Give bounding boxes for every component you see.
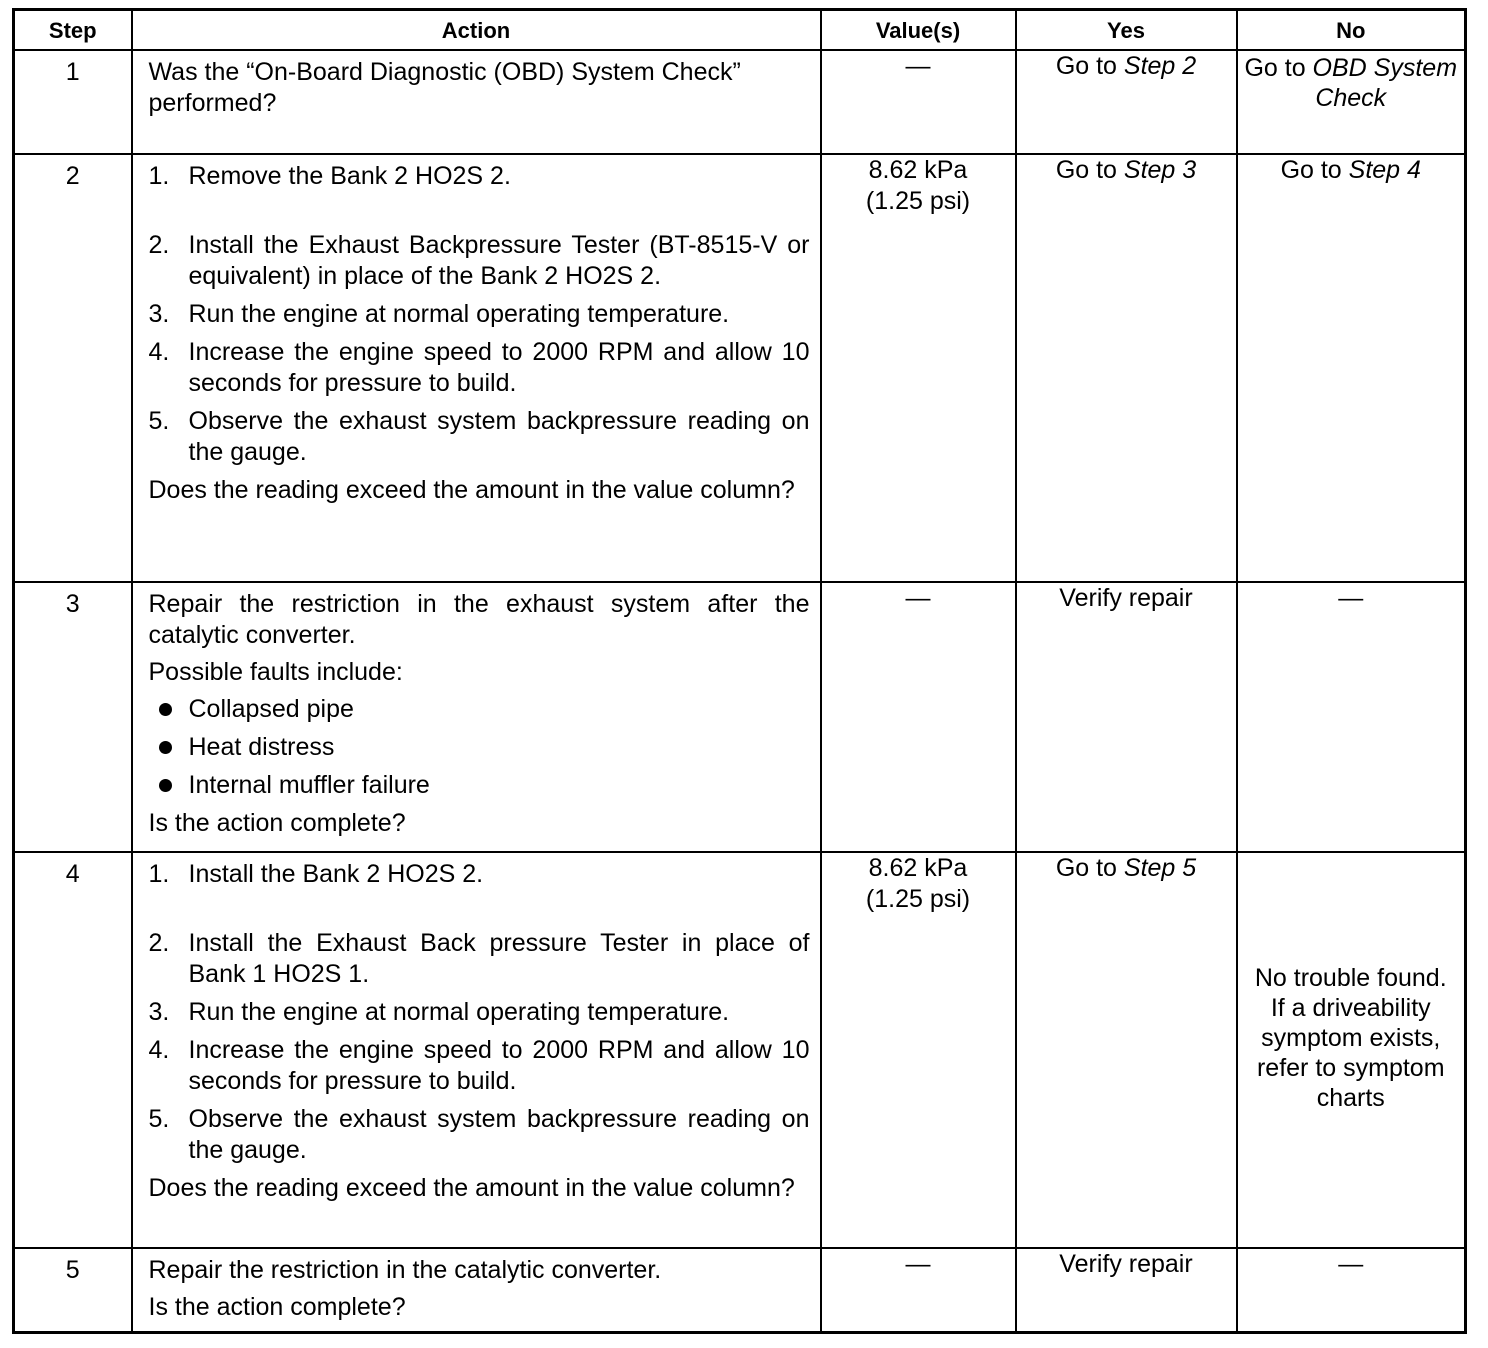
question-text: Is the action complete? [148,1293,406,1321]
question-text: Is the action complete? [148,809,406,837]
value-psi: (1.25 psi) [865,187,971,215]
value-cell: — [821,582,1016,852]
header-no: No [1237,10,1466,51]
action-cell [132,852,821,1248]
yes-prefix: Go to [1055,854,1124,882]
table-row [14,582,1466,852]
question-text: Does the reading exceed the amount in the value column? [148,1174,795,1202]
yes-cell [1016,154,1237,582]
action-cell [132,1248,821,1332]
yes-prefix: Go to [1055,52,1124,80]
value-cell: — [821,1248,1016,1332]
action-cell [132,154,821,582]
no-cell: — [1237,1248,1466,1332]
value-kpa: 8.62 kPa [868,854,968,882]
step-number: 5 [14,1248,132,1332]
list-item: Internal muffler failure [149,770,810,801]
action-text: Repair the restriction in the catalytic converter. [148,1256,662,1284]
value-kpa: 8.62 kPa [868,156,968,184]
bullet-icon [159,703,172,716]
bullet-icon [159,779,172,792]
no-cell [1237,50,1466,154]
question-text: Does the reading exceed the amount in the value column? [148,476,795,504]
list-item: 4. Increase the engine speed to 2000 RPM and allow 10 seconds for pressure to build. [148,338,810,397]
step-number: 2 [14,154,132,582]
no-cell [1237,852,1466,1248]
yes-link[interactable]: Step 2 [1123,52,1197,80]
no-link[interactable]: Step 4 [1348,156,1421,184]
header-action: Action [132,10,821,51]
value-cell: — [821,50,1016,154]
list-item: 5. Observe the exhaust system backpressure reading on the gauge. [148,407,810,466]
yes-cell: Verify repair [1016,1248,1237,1332]
no-cell: — [1237,582,1466,852]
header-yes: Yes [1016,10,1237,51]
table-row [14,852,1466,1248]
list-item: 1. Install the Bank 2 HO2S 2. [148,860,484,888]
no-prefix: Go to [1244,54,1313,82]
table-row [14,1248,1466,1332]
list-item: 3. Run the engine at normal operating temperature. [148,998,730,1026]
list-item: Heat distress [149,732,810,763]
diagnostic-table [12,8,1467,1334]
step-number: 1 [14,50,132,154]
list-item: 2. Install the Exhaust Back pressure Tester in place of Bank 1 HO2S 1. [148,929,810,988]
value-cell [821,154,1016,582]
bullet-icon [159,741,172,754]
faults-label: Possible faults include: [148,658,403,686]
list-item: Collapsed pipe [149,694,810,725]
list-item: 1. Remove the Bank 2 HO2S 2. [148,162,511,190]
table-row [14,50,1466,154]
table-row [14,154,1466,582]
no-cell [1237,154,1466,582]
faults-list [149,694,810,801]
no-prefix: Go to [1280,156,1349,184]
list-item: 5. Observe the exhaust system backpressure reading on the gauge. [148,1105,810,1164]
yes-link[interactable]: Step 5 [1123,854,1197,882]
no-trouble-text: No trouble found. If a driveability symptom exists, refer to symptom charts [1254,964,1447,1112]
list-item: 2. Install the Exhaust Backpressure Tester (BT-8515-V or equivalent) in place of the Bank 2 HO2S 2. [148,231,810,290]
list-item: 4. Increase the engine speed to 2000 RPM and allow 10 seconds for pressure to build. [148,1036,810,1095]
list-item: 3. Run the engine at normal operating temperature. [148,300,730,328]
value-psi: (1.25 psi) [865,885,971,913]
header-step: Step [14,10,132,51]
step-number: 3 [14,582,132,852]
procedure-list [149,161,810,468]
header-row [14,10,1466,51]
value-cell [821,852,1016,1248]
action-cell [132,50,821,154]
yes-cell [1016,50,1237,154]
no-link[interactable]: OBD System Check [1312,54,1458,112]
step-number: 4 [14,852,132,1248]
procedure-list [149,859,810,1166]
question-text: Was the “On-Board Diagnostic (OBD) System Check” performed? [148,58,741,117]
header-values: Value(s) [821,10,1016,51]
yes-prefix: Go to [1055,156,1124,184]
yes-link[interactable]: Step 3 [1123,156,1197,184]
yes-cell [1016,852,1237,1248]
action-cell [132,582,821,852]
action-text: Repair the restriction in the exhaust system after the catalytic converter. [148,590,810,649]
yes-cell: Verify repair [1016,582,1237,852]
